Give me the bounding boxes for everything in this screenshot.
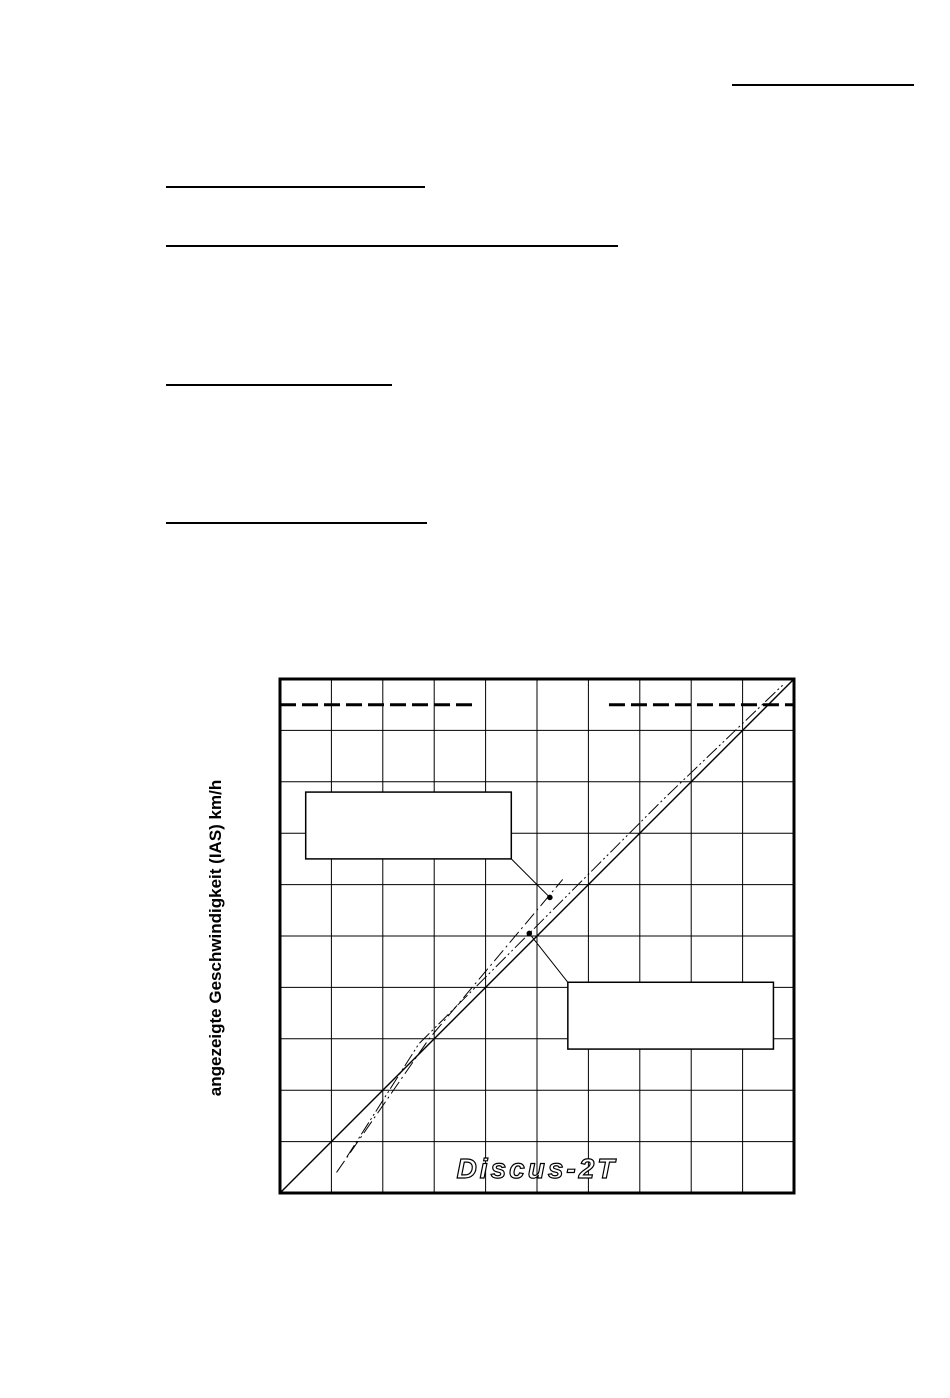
- chart-annotations: [306, 792, 774, 1049]
- callout-leader-1: [511, 859, 550, 898]
- y-axis-label: angezeigte Geschwindigkeit (IAS) km/h: [206, 779, 225, 1097]
- callout-box-2: [568, 982, 774, 1049]
- callout-leader-2: [529, 933, 568, 982]
- callout-box-1: [306, 792, 512, 859]
- series-line-2: [337, 879, 563, 1172]
- chart-watermark: Discus-2T: [456, 1153, 618, 1184]
